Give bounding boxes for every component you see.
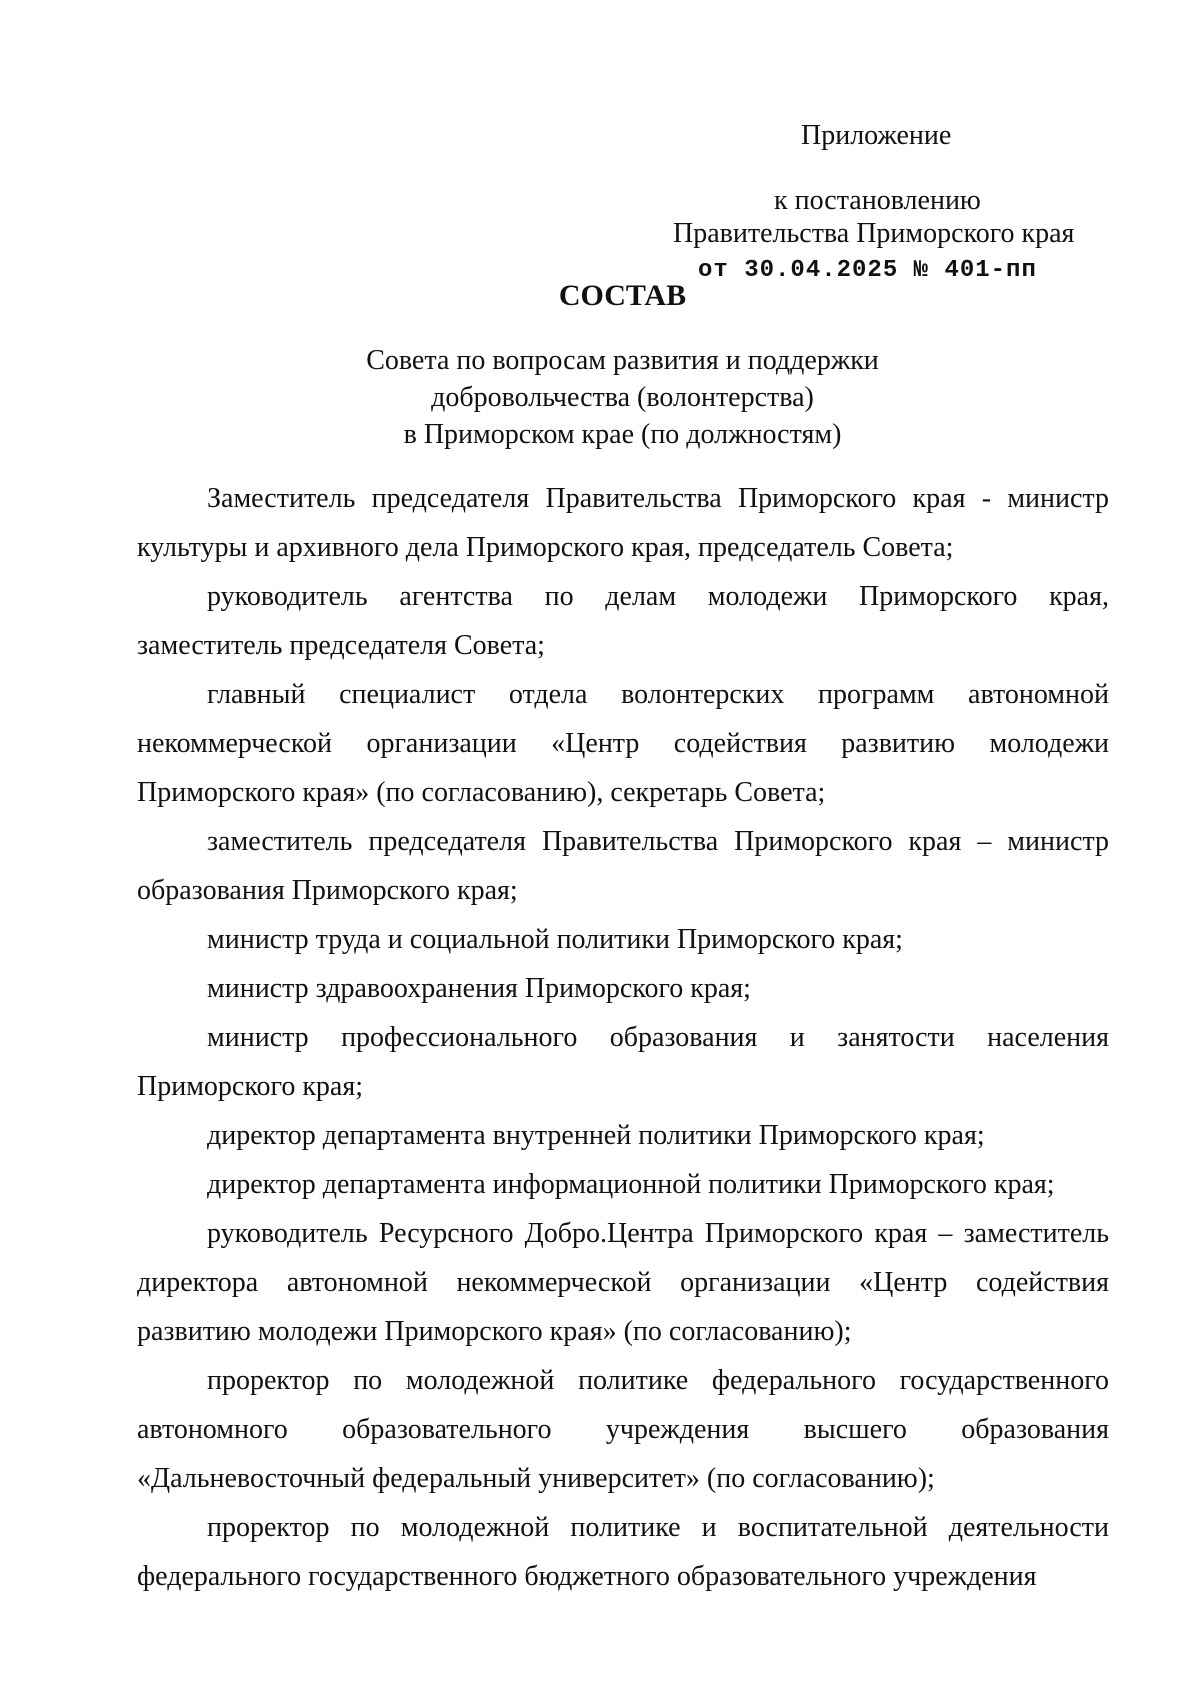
- member-entry: заместитель председателя Правительства Приморского края – министр образования Приморского края;: [137, 826, 1109, 906]
- member-entry: директор департамента внутренней политики Приморского края;: [207, 1120, 985, 1151]
- member-entry: проректор по молодежной политике федерального государственного автономного образовательного учреждения высшего образования «Дальневосточный федеральный университет» (по согласованию);: [137, 1365, 1109, 1494]
- document-subtitle: [300, 342, 945, 453]
- member-entry: директор департамента информационной политики Приморского края;: [207, 1169, 1055, 1200]
- subtitle-line: Совета по вопросам развития и поддержки: [366, 345, 879, 376]
- subtitle-line: в Приморском крае (по должностям): [403, 419, 842, 450]
- member-entry: министр здравоохранения Приморского края;: [207, 973, 751, 1004]
- members-list: [137, 474, 1109, 1601]
- member-entry: министр профессионального образования и занятости населения Приморского края;: [137, 1022, 1109, 1102]
- document-title: СОСТАВ: [558, 279, 687, 312]
- member-entry: проректор по молодежной политике и воспитательной деятельности федерального государственного бюджетного образовательного учреждения: [137, 1512, 1109, 1592]
- government-name: Правительства Приморского края: [673, 218, 1075, 249]
- subtitle-line: добровольчества (волонтерства): [431, 382, 814, 413]
- resolution-reference: к постановлению: [774, 185, 981, 216]
- member-entry: руководитель Ресурсного Добро.Центра Приморского края – заместитель директора автономной некоммерческой организации «Центр содействия развитию молодежи Приморского края» (по согласованию);: [137, 1218, 1109, 1347]
- attachment-label: Приложение: [801, 120, 952, 151]
- member-entry: министр труда и социальной политики Приморского края;: [207, 924, 903, 955]
- member-entry: руководитель агентства по делам молодежи Приморского края, заместитель председателя Совета;: [137, 581, 1109, 661]
- date-number-stamp: от 30.04.2025 № 401-пп: [698, 257, 1037, 284]
- member-entry: Заместитель председателя Правительства Приморского края - министр культуры и архивного дела Приморского края, председатель Совета;: [137, 483, 1109, 563]
- member-entry: главный специалист отдела волонтерских программ автономной некоммерческой организации «Центр содействия развитию молодежи Приморского края» (по согласованию), секретарь Совета;: [137, 679, 1109, 808]
